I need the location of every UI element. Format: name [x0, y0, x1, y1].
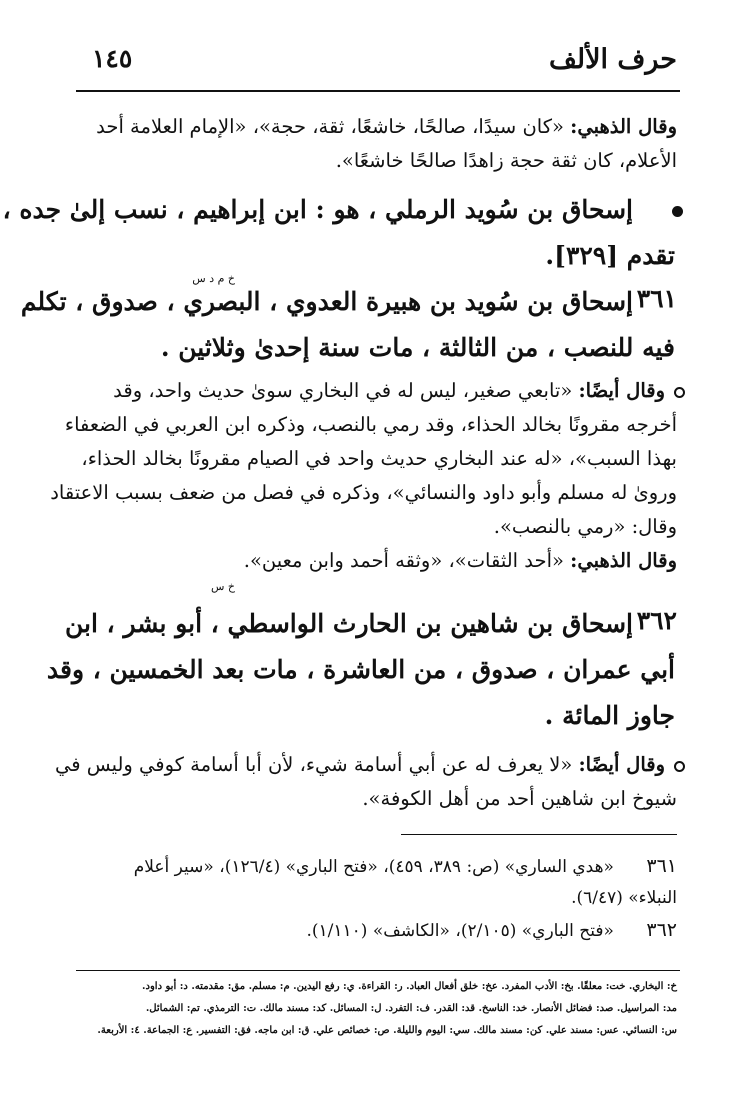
comment-361-line-1: وقال أيضًا: «تابعي صغير، ليس له في البخاري سوىٰ حديث واحد، وقد	[113, 379, 665, 402]
comment-362-label: وقال أيضًا:	[578, 753, 665, 776]
comment-362-line-1: وقال أيضًا: «لا يعرف له عن أبي أسامة شيء، لأن أبا أسامة كوفي وليس في	[54, 753, 665, 776]
abbreviation-rule	[76, 970, 680, 971]
footnote-361-line-2: النبلاء» (٦/٤٧).	[571, 888, 677, 908]
comment-ring-icon	[674, 387, 685, 398]
comment-361-line-3: بهذا السبب»، «له عند البخاري حديث واحد في الصيام مقرونًا بخالد الحذاء،	[81, 447, 677, 470]
dhahabi-361-line: وقال الذهبي: «أحد الثقات»، «وثقه أحمد وابن معين».	[243, 549, 677, 572]
page-number: ١٤٥	[92, 44, 133, 73]
entry-bullet-icon	[672, 206, 683, 217]
intro-line-2: الأعلام، كان ثقة حجة زاهدًا صالحًا خاشعًا».	[335, 149, 677, 172]
intro-label: وقال الذهبي:	[570, 115, 677, 138]
entry-362-line-3: جاوز المائة .	[544, 701, 675, 730]
entry-362-line-2: أبي عمران ، صدوق ، من العاشرة ، مات بعد الخمسين ، وقد	[46, 655, 675, 684]
comment-361-line-2: أخرجه مقرونًا بخالد الحذاء، وقد رمي بالنصب، وذكره ابن العربي في الضعفاء	[64, 413, 677, 436]
footnote-rule	[401, 834, 677, 835]
comment-ring-icon	[674, 761, 685, 772]
comment-361-line-4: وروىٰ له مسلم وأبو داود والنسائي»، وذكره في فصل من ضعف بسبب الاعتقاد	[50, 481, 677, 504]
entry-361-line-1: إسحاق بن سُويد بن هبيرة العدوي ، البصري ، صدوق ، تكلم	[20, 287, 633, 316]
abbreviation-line-2: مد: المراسيل. صد: فضائل الأنصار. خد: الناسخ. قد: القدر. ف: التفرد. ل: المسائل. كد: مسند مالك. ت: الترمذي. تم: الشمائل.	[145, 1003, 677, 1014]
header-rule	[76, 90, 680, 92]
entry-362-line-1: إسحاق بن شاهين بن الحارث الواسطي ، أبو بشر ، ابن	[65, 609, 633, 638]
entry-362-codes: خ س	[210, 580, 235, 593]
footnote-362-line-1: ٣٦٢ «فتح الباري» (٢/١٠٥)، «الكاشف» (١/١١٠).	[306, 919, 677, 941]
entry-361-number: ٣٦١	[636, 284, 677, 313]
comment-362-line-2: شيوخ ابن شاهين أحد من أهل الكوفة».	[362, 787, 677, 810]
comment-361-label: وقال أيضًا:	[578, 379, 665, 402]
abbreviation-line-1: خ: البخاري. خت: معلقًا. بخ: الأدب المفرد. عخ: خلق أفعال العباد. ر: القراءة. ي: رفع اليدين. م: مسلم. مق: مقدمته. د: أبو داود.	[142, 981, 677, 992]
bullet-entry-line-1: إسحاق بن سُويد الرملي ، هو : ابن إبراهيم ، نسب إلىٰ جده ،	[2, 195, 633, 224]
chapter-title: حرف الألف	[548, 44, 677, 75]
entry-361-codes: خ م د س	[192, 272, 235, 285]
entry-361-line-2: فيه للنصب ، من الثالثة ، مات سنة إحدىٰ وثلاثين .	[160, 333, 675, 362]
abbreviation-line-3: س: النسائي. عس: مسند علي. كن: مسند مالك. سي: اليوم والليلة. ص: خصائص علي. ق: ابن ماجه. فق: التفسير. ع: الجماعة. ٤: الأربعة.	[97, 1025, 677, 1036]
comment-361-line-5: وقال: «رمي بالنصب».	[493, 515, 677, 538]
footnote-361-number: ٣٦١	[646, 855, 677, 877]
footnote-362-number: ٣٦٢	[646, 919, 677, 941]
intro-line-1: وقال الذهبي: «كان سيدًا، صالحًا، خاشعًا، ثقة، حجة»، «الإمام العلامة أحد	[96, 115, 677, 138]
entry-362-number: ٣٦٢	[636, 606, 677, 635]
footnote-361-line-1: ٣٦١ «هدي الساري» (ص: ٣٨٩، ٤٥٩)، «فتح الباري» (١٢٦/٤)، «سير أعلام	[133, 855, 677, 877]
bullet-entry-line-2: تقدم [٣٢٩].	[545, 241, 675, 270]
dhahabi-361-label: وقال الذهبي:	[570, 549, 677, 572]
